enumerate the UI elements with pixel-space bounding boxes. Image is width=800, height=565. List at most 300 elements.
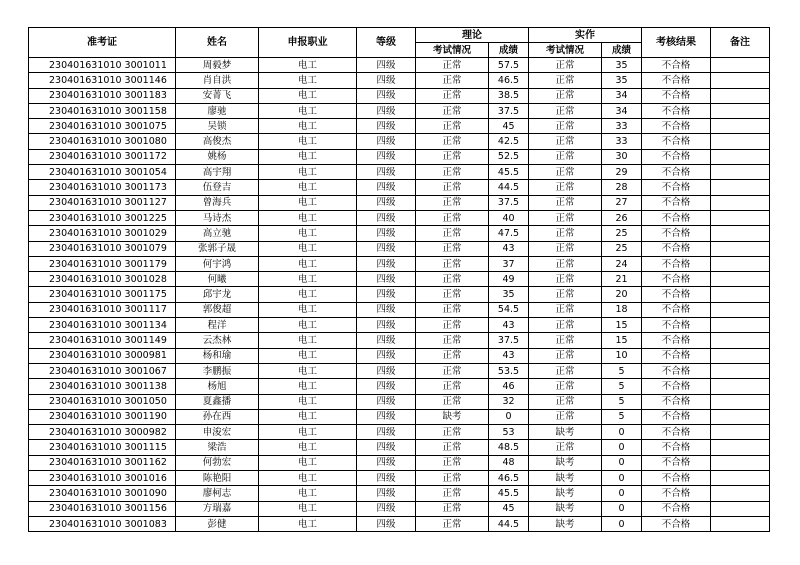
cell-remark	[711, 195, 770, 210]
cell-level: 四级	[357, 394, 416, 409]
cell-practice-status: 正常	[529, 394, 602, 409]
cell-practice-score: 0	[602, 516, 642, 531]
cell-theory-status: 正常	[416, 501, 489, 516]
cell-level: 四级	[357, 272, 416, 287]
cell-name: 杨和瑜	[176, 348, 259, 363]
cell-remark	[711, 379, 770, 394]
cell-practice-status: 正常	[529, 272, 602, 287]
table-row	[29, 103, 770, 118]
cell-theory-score: 37.5	[489, 333, 529, 348]
table-row	[29, 88, 770, 103]
cell-ticket: 230401631010 3001179	[29, 256, 176, 271]
cell-occupation: 电工	[259, 180, 357, 195]
cell-level: 四级	[357, 165, 416, 180]
cell-occupation: 电工	[259, 501, 357, 516]
cell-result: 不合格	[642, 195, 711, 210]
cell-result: 不合格	[642, 226, 711, 241]
cell-name: 邱宇龙	[176, 287, 259, 302]
cell-practice-score: 0	[602, 501, 642, 516]
cell-theory-status: 正常	[416, 348, 489, 363]
cell-practice-status: 正常	[529, 119, 602, 134]
cell-result: 不合格	[642, 241, 711, 256]
cell-level: 四级	[357, 58, 416, 73]
cell-theory-status: 正常	[416, 88, 489, 103]
cell-ticket: 230401631010 3001080	[29, 134, 176, 149]
table-row	[29, 241, 770, 256]
cell-result: 不合格	[642, 501, 711, 516]
cell-theory-score: 44.5	[489, 516, 529, 531]
cell-theory-score: 45.5	[489, 486, 529, 501]
cell-level: 四级	[357, 134, 416, 149]
cell-name: 曾海兵	[176, 195, 259, 210]
cell-practice-score: 35	[602, 58, 642, 73]
cell-practice-status: 正常	[529, 348, 602, 363]
cell-practice-score: 0	[602, 486, 642, 501]
cell-occupation: 电工	[259, 103, 357, 118]
cell-remark	[711, 73, 770, 88]
table-row	[29, 226, 770, 241]
cell-result: 不合格	[642, 394, 711, 409]
cell-theory-status: 缺考	[416, 409, 489, 424]
cell-result: 不合格	[642, 58, 711, 73]
cell-level: 四级	[357, 302, 416, 317]
cell-practice-score: 27	[602, 195, 642, 210]
cell-practice-status: 缺考	[529, 471, 602, 486]
cell-theory-status: 正常	[416, 425, 489, 440]
cell-occupation: 电工	[259, 241, 357, 256]
cell-name: 周毅梦	[176, 58, 259, 73]
table-row	[29, 210, 770, 225]
cell-remark	[711, 180, 770, 195]
cell-practice-score: 0	[602, 471, 642, 486]
cell-ticket: 230401631010 3001149	[29, 333, 176, 348]
cell-name: 何宇鸿	[176, 256, 259, 271]
cell-name: 何曦	[176, 272, 259, 287]
cell-result: 不合格	[642, 471, 711, 486]
header-remark: 备注	[711, 28, 770, 58]
cell-practice-score: 34	[602, 88, 642, 103]
cell-theory-status: 正常	[416, 149, 489, 164]
cell-theory-score: 37.5	[489, 195, 529, 210]
header-name: 姓名	[176, 28, 259, 58]
cell-result: 不合格	[642, 256, 711, 271]
cell-result: 不合格	[642, 348, 711, 363]
cell-theory-status: 正常	[416, 471, 489, 486]
cell-ticket: 230401631010 3001090	[29, 486, 176, 501]
cell-theory-status: 正常	[416, 180, 489, 195]
cell-result: 不合格	[642, 180, 711, 195]
cell-practice-status: 正常	[529, 210, 602, 225]
cell-result: 不合格	[642, 134, 711, 149]
cell-remark	[711, 318, 770, 333]
cell-occupation: 电工	[259, 88, 357, 103]
cell-remark	[711, 348, 770, 363]
cell-occupation: 电工	[259, 348, 357, 363]
table-row	[29, 348, 770, 363]
table-row	[29, 409, 770, 424]
cell-occupation: 电工	[259, 409, 357, 424]
header-practice-score: 成绩	[602, 43, 642, 58]
cell-practice-score: 21	[602, 272, 642, 287]
table-row	[29, 516, 770, 531]
cell-remark	[711, 226, 770, 241]
cell-practice-status: 正常	[529, 363, 602, 378]
cell-remark	[711, 287, 770, 302]
cell-theory-status: 正常	[416, 363, 489, 378]
cell-occupation: 电工	[259, 165, 357, 180]
cell-level: 四级	[357, 348, 416, 363]
cell-level: 四级	[357, 516, 416, 531]
cell-level: 四级	[357, 486, 416, 501]
cell-theory-status: 正常	[416, 333, 489, 348]
cell-name: 吴锁	[176, 119, 259, 134]
table-row	[29, 256, 770, 271]
cell-ticket: 230401631010 3001115	[29, 440, 176, 455]
cell-name: 云杰林	[176, 333, 259, 348]
cell-practice-score: 25	[602, 241, 642, 256]
cell-practice-status: 正常	[529, 379, 602, 394]
cell-occupation: 电工	[259, 425, 357, 440]
table-row	[29, 501, 770, 516]
cell-remark	[711, 256, 770, 271]
results-table	[28, 27, 770, 532]
cell-practice-status: 正常	[529, 256, 602, 271]
cell-result: 不合格	[642, 73, 711, 88]
table-row	[29, 180, 770, 195]
cell-ticket: 230401631010 3000981	[29, 348, 176, 363]
cell-theory-status: 正常	[416, 210, 489, 225]
table-row	[29, 119, 770, 134]
cell-practice-score: 0	[602, 425, 642, 440]
cell-practice-status: 正常	[529, 241, 602, 256]
cell-name: 梁浩	[176, 440, 259, 455]
header-theory-score: 成绩	[489, 43, 529, 58]
cell-theory-status: 正常	[416, 455, 489, 470]
cell-name: 杨旭	[176, 379, 259, 394]
cell-ticket: 230401631010 3000982	[29, 425, 176, 440]
cell-practice-score: 28	[602, 180, 642, 195]
cell-level: 四级	[357, 363, 416, 378]
cell-remark	[711, 165, 770, 180]
cell-result: 不合格	[642, 210, 711, 225]
cell-name: 廖柯志	[176, 486, 259, 501]
cell-name: 程洋	[176, 318, 259, 333]
cell-practice-status: 正常	[529, 73, 602, 88]
cell-remark	[711, 333, 770, 348]
cell-occupation: 电工	[259, 394, 357, 409]
cell-theory-status: 正常	[416, 73, 489, 88]
cell-level: 四级	[357, 440, 416, 455]
cell-practice-status: 正常	[529, 58, 602, 73]
cell-theory-status: 正常	[416, 287, 489, 302]
header-theory: 理论	[416, 28, 529, 43]
cell-name: 张郭子晟	[176, 241, 259, 256]
cell-name: 李鹏振	[176, 363, 259, 378]
cell-ticket: 230401631010 3001054	[29, 165, 176, 180]
cell-level: 四级	[357, 379, 416, 394]
table-row	[29, 195, 770, 210]
table-row	[29, 134, 770, 149]
cell-theory-score: 38.5	[489, 88, 529, 103]
cell-name: 申浚宏	[176, 425, 259, 440]
cell-practice-score: 33	[602, 119, 642, 134]
table-row	[29, 471, 770, 486]
table-row	[29, 58, 770, 73]
cell-occupation: 电工	[259, 272, 357, 287]
cell-practice-score: 15	[602, 333, 642, 348]
header-occupation: 申报职业	[259, 28, 357, 58]
cell-level: 四级	[357, 88, 416, 103]
cell-practice-score: 26	[602, 210, 642, 225]
cell-ticket: 230401631010 3001067	[29, 363, 176, 378]
cell-theory-status: 正常	[416, 394, 489, 409]
table-row	[29, 302, 770, 317]
cell-level: 四级	[357, 501, 416, 516]
cell-level: 四级	[357, 73, 416, 88]
cell-theory-score: 53	[489, 425, 529, 440]
cell-practice-score: 25	[602, 226, 642, 241]
cell-ticket: 230401631010 3001029	[29, 226, 176, 241]
cell-level: 四级	[357, 471, 416, 486]
cell-occupation: 电工	[259, 134, 357, 149]
table-row	[29, 440, 770, 455]
cell-ticket: 230401631010 3001158	[29, 103, 176, 118]
cell-ticket: 230401631010 3001117	[29, 302, 176, 317]
cell-ticket: 230401631010 3001190	[29, 409, 176, 424]
cell-theory-score: 49	[489, 272, 529, 287]
cell-remark	[711, 103, 770, 118]
cell-ticket: 230401631010 3001075	[29, 119, 176, 134]
header-ticket: 准考证	[29, 28, 176, 58]
results-sheet	[28, 27, 770, 532]
cell-theory-score: 43	[489, 241, 529, 256]
cell-occupation: 电工	[259, 379, 357, 394]
cell-remark	[711, 440, 770, 455]
cell-level: 四级	[357, 409, 416, 424]
cell-occupation: 电工	[259, 363, 357, 378]
cell-result: 不合格	[642, 516, 711, 531]
cell-occupation: 电工	[259, 256, 357, 271]
cell-name: 夏鑫播	[176, 394, 259, 409]
cell-level: 四级	[357, 149, 416, 164]
cell-theory-status: 正常	[416, 241, 489, 256]
cell-result: 不合格	[642, 88, 711, 103]
cell-remark	[711, 302, 770, 317]
cell-occupation: 电工	[259, 471, 357, 486]
cell-ticket: 230401631010 3001156	[29, 501, 176, 516]
cell-ticket: 230401631010 3001050	[29, 394, 176, 409]
cell-theory-score: 37.5	[489, 103, 529, 118]
cell-occupation: 电工	[259, 226, 357, 241]
cell-occupation: 电工	[259, 58, 357, 73]
table-row	[29, 149, 770, 164]
cell-name: 高宇翔	[176, 165, 259, 180]
cell-practice-score: 18	[602, 302, 642, 317]
header-result: 考核结果	[642, 28, 711, 58]
cell-result: 不合格	[642, 287, 711, 302]
cell-ticket: 230401631010 3001079	[29, 241, 176, 256]
cell-ticket: 230401631010 3001146	[29, 73, 176, 88]
cell-name: 安菁飞	[176, 88, 259, 103]
cell-result: 不合格	[642, 103, 711, 118]
cell-name: 何勃宏	[176, 455, 259, 470]
cell-remark	[711, 455, 770, 470]
cell-theory-score: 43	[489, 348, 529, 363]
cell-ticket: 230401631010 3001225	[29, 210, 176, 225]
cell-theory-status: 正常	[416, 103, 489, 118]
cell-theory-score: 53.5	[489, 363, 529, 378]
cell-theory-status: 正常	[416, 119, 489, 134]
cell-practice-status: 正常	[529, 287, 602, 302]
cell-result: 不合格	[642, 272, 711, 287]
table-row	[29, 363, 770, 378]
table-row	[29, 287, 770, 302]
cell-theory-status: 正常	[416, 379, 489, 394]
cell-result: 不合格	[642, 425, 711, 440]
cell-practice-status: 正常	[529, 302, 602, 317]
header-practice: 实作	[529, 28, 642, 43]
cell-occupation: 电工	[259, 516, 357, 531]
cell-occupation: 电工	[259, 440, 357, 455]
cell-result: 不合格	[642, 149, 711, 164]
cell-theory-status: 正常	[416, 195, 489, 210]
cell-name: 高立驰	[176, 226, 259, 241]
cell-name: 陈艳阳	[176, 471, 259, 486]
cell-theory-status: 正常	[416, 226, 489, 241]
cell-occupation: 电工	[259, 119, 357, 134]
cell-practice-score: 10	[602, 348, 642, 363]
cell-practice-score: 24	[602, 256, 642, 271]
cell-theory-score: 46.5	[489, 73, 529, 88]
cell-result: 不合格	[642, 119, 711, 134]
cell-practice-score: 29	[602, 165, 642, 180]
cell-theory-score: 57.5	[489, 58, 529, 73]
table-body	[29, 58, 770, 532]
cell-level: 四级	[357, 226, 416, 241]
table-row	[29, 455, 770, 470]
cell-result: 不合格	[642, 165, 711, 180]
cell-level: 四级	[357, 425, 416, 440]
cell-level: 四级	[357, 210, 416, 225]
cell-level: 四级	[357, 119, 416, 134]
cell-theory-score: 43	[489, 318, 529, 333]
cell-practice-status: 正常	[529, 318, 602, 333]
cell-occupation: 电工	[259, 486, 357, 501]
cell-result: 不合格	[642, 333, 711, 348]
cell-ticket: 230401631010 3001172	[29, 149, 176, 164]
header-practice-status: 考试情况	[529, 43, 602, 58]
cell-result: 不合格	[642, 318, 711, 333]
cell-remark	[711, 501, 770, 516]
cell-ticket: 230401631010 3001134	[29, 318, 176, 333]
cell-practice-score: 0	[602, 440, 642, 455]
cell-theory-score: 48.5	[489, 440, 529, 455]
cell-practice-status: 正常	[529, 333, 602, 348]
cell-practice-status: 正常	[529, 226, 602, 241]
cell-level: 四级	[357, 103, 416, 118]
cell-name: 高俊杰	[176, 134, 259, 149]
cell-name: 廖驰	[176, 103, 259, 118]
cell-theory-score: 35	[489, 287, 529, 302]
cell-remark	[711, 210, 770, 225]
cell-practice-status: 正常	[529, 180, 602, 195]
cell-practice-score: 5	[602, 379, 642, 394]
cell-remark	[711, 409, 770, 424]
cell-practice-status: 正常	[529, 149, 602, 164]
cell-theory-status: 正常	[416, 440, 489, 455]
cell-theory-score: 44.5	[489, 180, 529, 195]
cell-practice-score: 30	[602, 149, 642, 164]
cell-theory-score: 0	[489, 409, 529, 424]
cell-occupation: 电工	[259, 73, 357, 88]
cell-theory-score: 42.5	[489, 134, 529, 149]
cell-remark	[711, 486, 770, 501]
table-row	[29, 379, 770, 394]
cell-name: 肖自洪	[176, 73, 259, 88]
cell-name: 孙在西	[176, 409, 259, 424]
cell-theory-status: 正常	[416, 486, 489, 501]
cell-ticket: 230401631010 3001138	[29, 379, 176, 394]
cell-remark	[711, 516, 770, 531]
cell-theory-score: 48	[489, 455, 529, 470]
cell-ticket: 230401631010 3001016	[29, 471, 176, 486]
cell-practice-status: 正常	[529, 165, 602, 180]
cell-practice-status: 缺考	[529, 516, 602, 531]
table-row	[29, 165, 770, 180]
cell-level: 四级	[357, 333, 416, 348]
cell-theory-score: 45	[489, 119, 529, 134]
cell-level: 四级	[357, 180, 416, 195]
cell-remark	[711, 241, 770, 256]
cell-ticket: 230401631010 3001083	[29, 516, 176, 531]
cell-practice-score: 5	[602, 394, 642, 409]
cell-level: 四级	[357, 455, 416, 470]
cell-remark	[711, 363, 770, 378]
cell-ticket: 230401631010 3001183	[29, 88, 176, 103]
cell-level: 四级	[357, 318, 416, 333]
cell-ticket: 230401631010 3001127	[29, 195, 176, 210]
cell-theory-score: 47.5	[489, 226, 529, 241]
cell-practice-status: 缺考	[529, 486, 602, 501]
cell-theory-score: 46	[489, 379, 529, 394]
cell-practice-score: 0	[602, 455, 642, 470]
cell-remark	[711, 88, 770, 103]
cell-occupation: 电工	[259, 302, 357, 317]
cell-result: 不合格	[642, 409, 711, 424]
cell-theory-score: 46.5	[489, 471, 529, 486]
cell-theory-score: 52.5	[489, 149, 529, 164]
cell-practice-status: 缺考	[529, 455, 602, 470]
cell-theory-score: 45	[489, 501, 529, 516]
cell-name: 伍登吉	[176, 180, 259, 195]
cell-practice-score: 20	[602, 287, 642, 302]
cell-name: 郭俊超	[176, 302, 259, 317]
cell-name: 马诗杰	[176, 210, 259, 225]
cell-remark	[711, 58, 770, 73]
cell-theory-status: 正常	[416, 516, 489, 531]
cell-remark	[711, 149, 770, 164]
cell-theory-score: 32	[489, 394, 529, 409]
cell-practice-status: 正常	[529, 440, 602, 455]
cell-practice-score: 15	[602, 318, 642, 333]
cell-occupation: 电工	[259, 195, 357, 210]
cell-theory-status: 正常	[416, 256, 489, 271]
cell-practice-score: 34	[602, 103, 642, 118]
cell-theory-status: 正常	[416, 134, 489, 149]
cell-level: 四级	[357, 256, 416, 271]
cell-theory-score: 40	[489, 210, 529, 225]
cell-theory-score: 37	[489, 256, 529, 271]
